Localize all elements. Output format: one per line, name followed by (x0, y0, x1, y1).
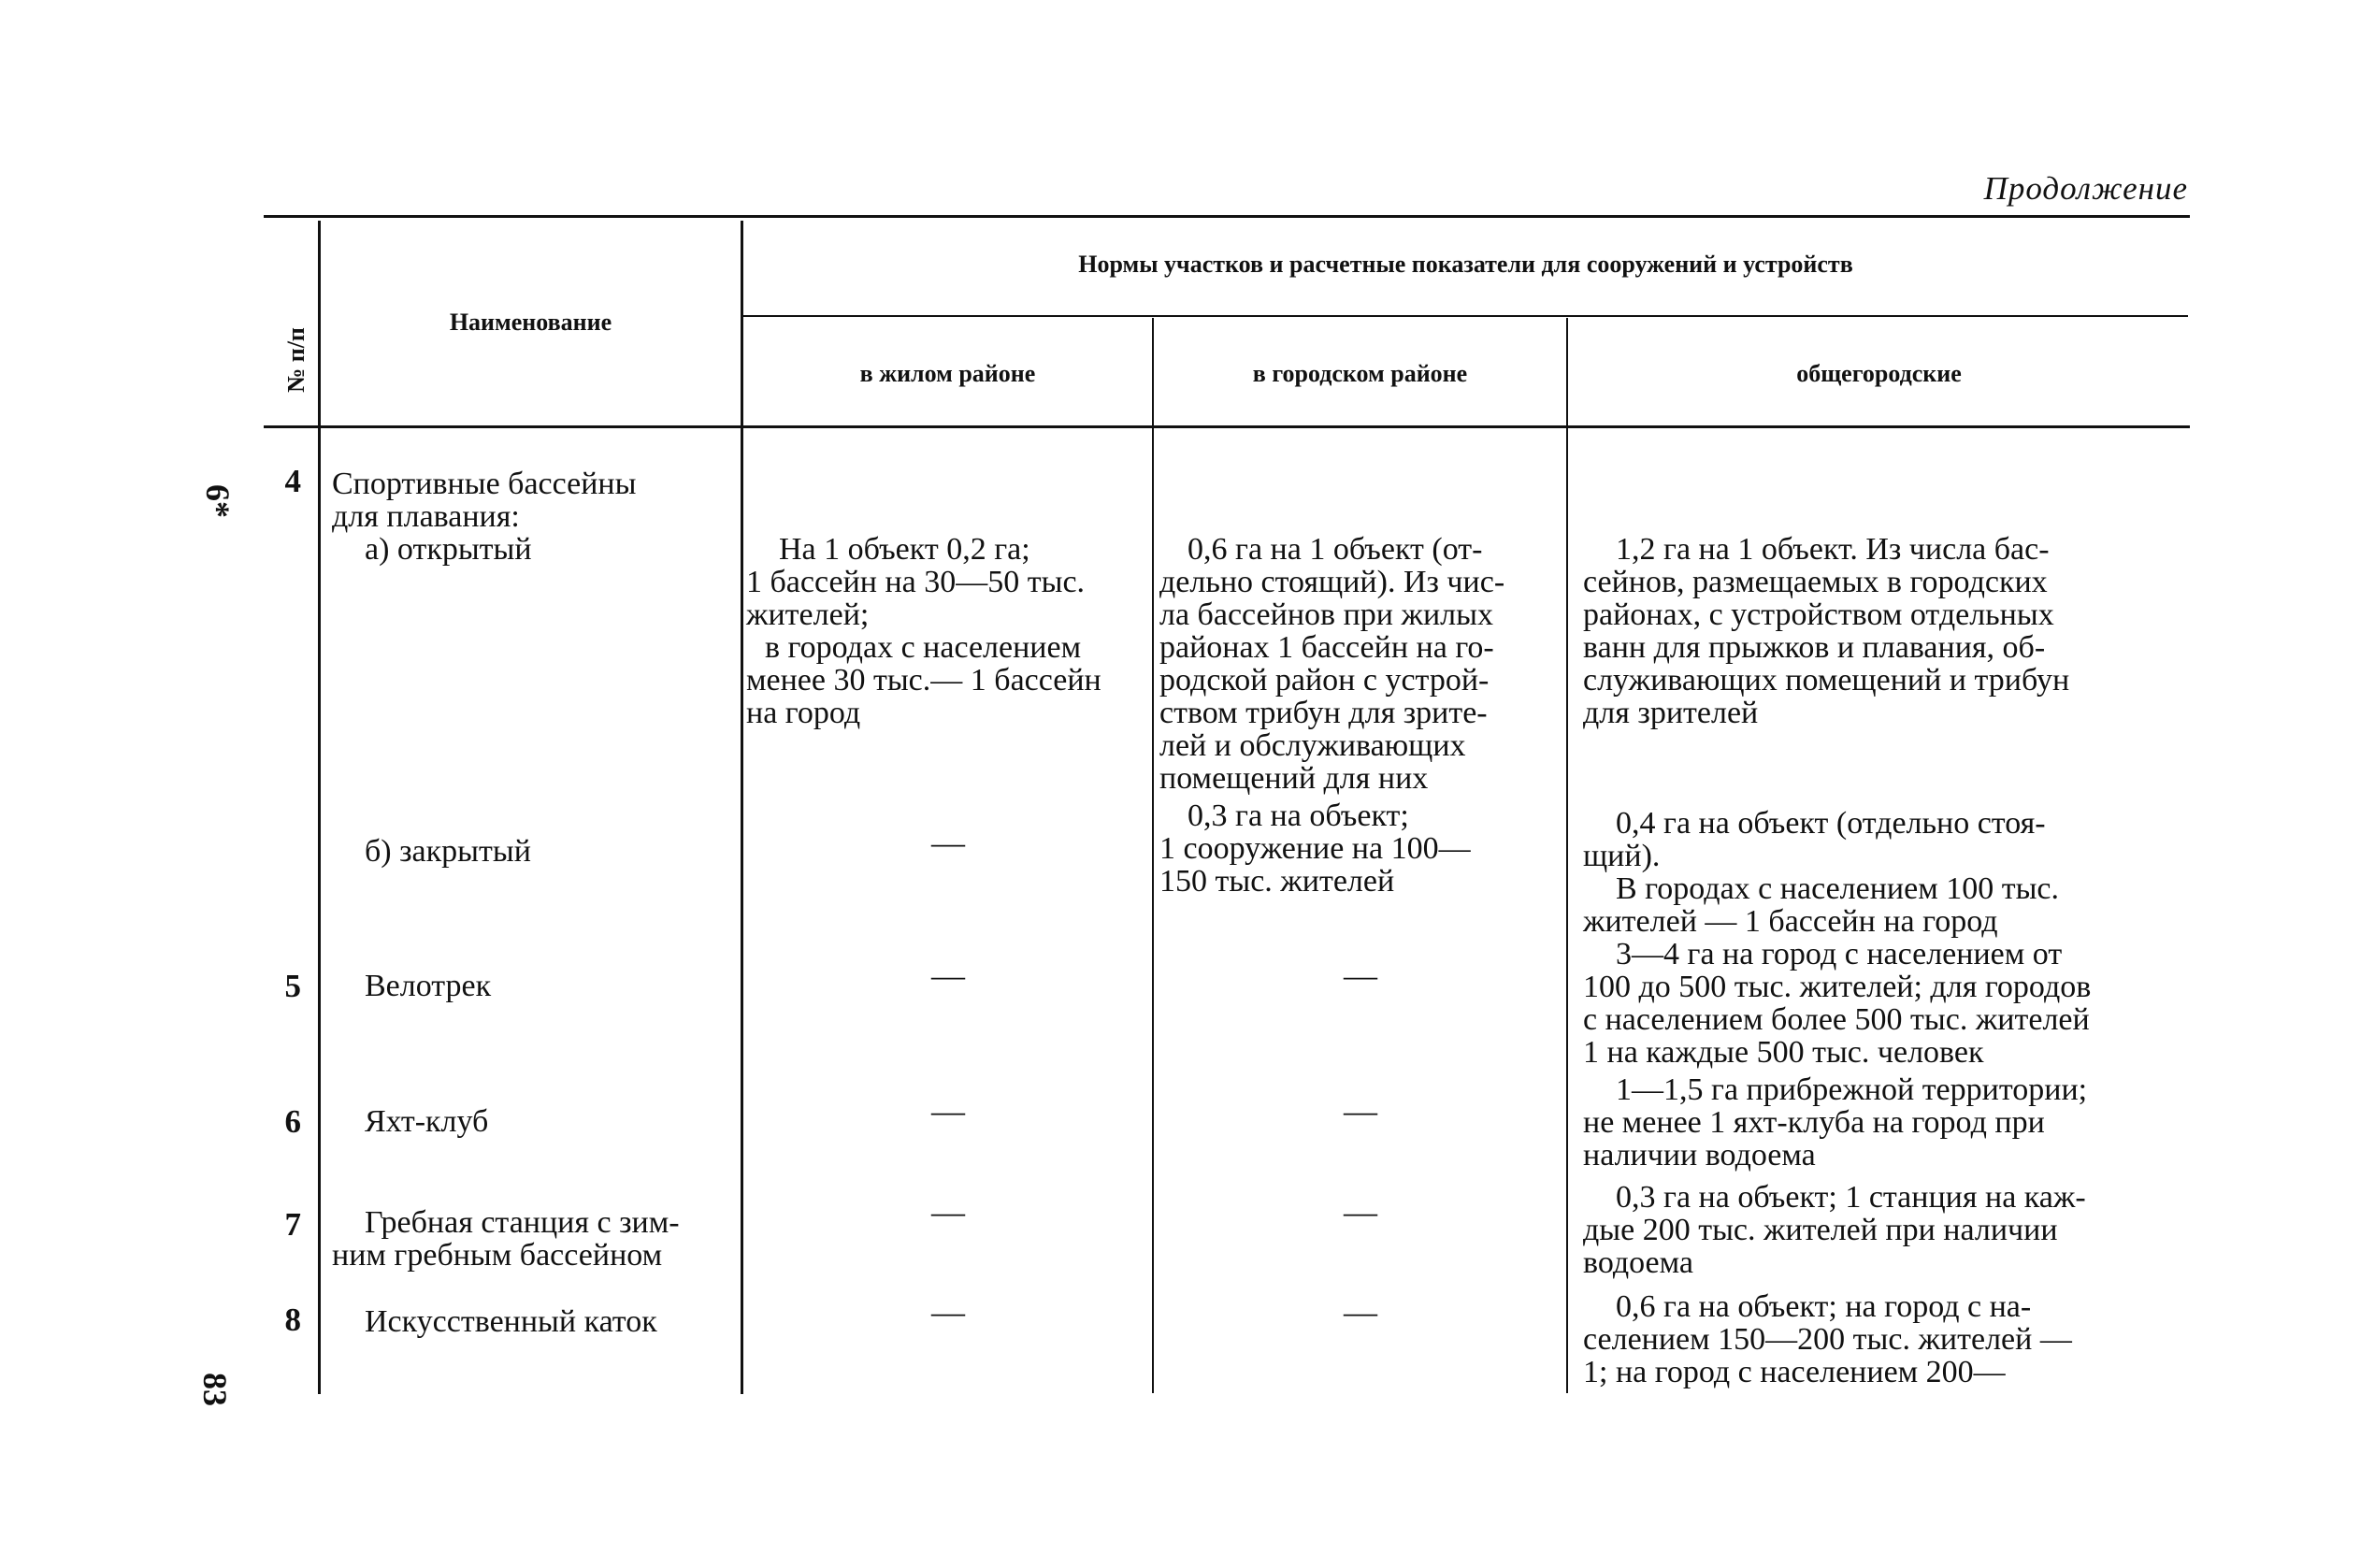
row4-name: Спортивные бассейны для плавания: (332, 467, 637, 534)
group-header-rule (743, 315, 2188, 317)
row-number: 7 (284, 1206, 301, 1243)
header-group: Нормы участков и расчетные показатели для сооружений и устройств (1078, 251, 1853, 278)
row6-residential: — (931, 1092, 965, 1129)
table-top-rule (264, 215, 2190, 218)
row4b-citywide: 0,4 га на объект (отдельно стоя- щий). В городах с населением 100 тыс. жителей — 1 бассейн на город (1583, 806, 2060, 939)
header-citywide: общегородские (1796, 360, 1962, 387)
row8-name: Искусственный каток (365, 1304, 657, 1339)
header-name-col: Наименование (449, 309, 612, 336)
row8-residential: — (931, 1293, 965, 1331)
side-label-bottom: 83 (196, 1373, 234, 1406)
row5-residential: — (931, 957, 965, 994)
continued-label: Продолжение (1983, 170, 2188, 207)
row4b-label: б) закрытый (365, 834, 531, 869)
row8-city-district: — (1344, 1293, 1377, 1331)
row-number: 6 (284, 1103, 301, 1140)
header-bottom-rule (264, 425, 2190, 428)
row8-citywide: 0,6 га на объект; на город с на- селением 150—200 тыс. жителей — 1; на город с населением 200— (1583, 1289, 2072, 1389)
row4a-residential: На 1 объект 0,2 га; 1 бассейн на 30—50 тыс. жителей; в городах с населением менее 30 тыс.— 1 бассейн на город (746, 532, 1101, 730)
row6-citywide: 1—1,5 га прибрежной территории; не менее 1 яхт-клуба на город при наличии водоема (1583, 1072, 2088, 1172)
row7-citywide: 0,3 га на объект; 1 станция на каж- дые 200 тыс. жителей при наличии водоема (1583, 1180, 2086, 1280)
row7-residential: — (931, 1193, 965, 1230)
row5-city-district: — (1344, 957, 1377, 994)
header-residential: в жилом районе (859, 360, 1036, 387)
header-num-col: № п/п (282, 327, 309, 393)
row5-citywide: 3—4 га на город с населением от 100 до 500 тыс. жителей; для городов с населением более 500 тыс. жителей 1 на каждые 500 тыс. человек (1583, 937, 2092, 1070)
row4a-citywide: 1,2 га на 1 объект. Из числа бас- сейнов, размещаемых в городских районах, с устройством отдельных ванн для прыжков и плавания, об- служивающих помещений и трибун для зрителей (1583, 532, 2070, 730)
row-number: 8 (284, 1302, 301, 1338)
row4a-label: а) открытый (365, 532, 532, 567)
row7-name: Гребная станция с зим- ним гребным бассейном (332, 1205, 680, 1273)
row4b-residential: — (931, 824, 965, 861)
row6-city-district: — (1344, 1092, 1377, 1129)
rule-after-residential (1152, 318, 1154, 1393)
row-number: 4 (284, 463, 301, 499)
row-number: 5 (284, 968, 301, 1004)
row5-name: Велотрек (365, 969, 492, 1003)
header-city-district: в городском районе (1252, 360, 1468, 387)
side-label-top: 6* (199, 484, 237, 518)
rule-after-name (741, 221, 743, 1394)
row7-city-district: — (1344, 1193, 1377, 1230)
row4a-city-district: 0,6 га на 1 объект (от- дельно стоящий). Из чис- ла бассейнов при жилых районах 1 бассейн на го- родской район с устрой- ством трибун для зрите- лей и обслуживающих помещений для них (1159, 532, 1505, 796)
row4b-city-district: 0,3 га на объект; 1 сооружение на 100— 150 тыс. жителей (1159, 798, 1471, 899)
rule-after-city-district (1566, 318, 1568, 1393)
row6-name: Яхт-клуб (365, 1104, 489, 1139)
